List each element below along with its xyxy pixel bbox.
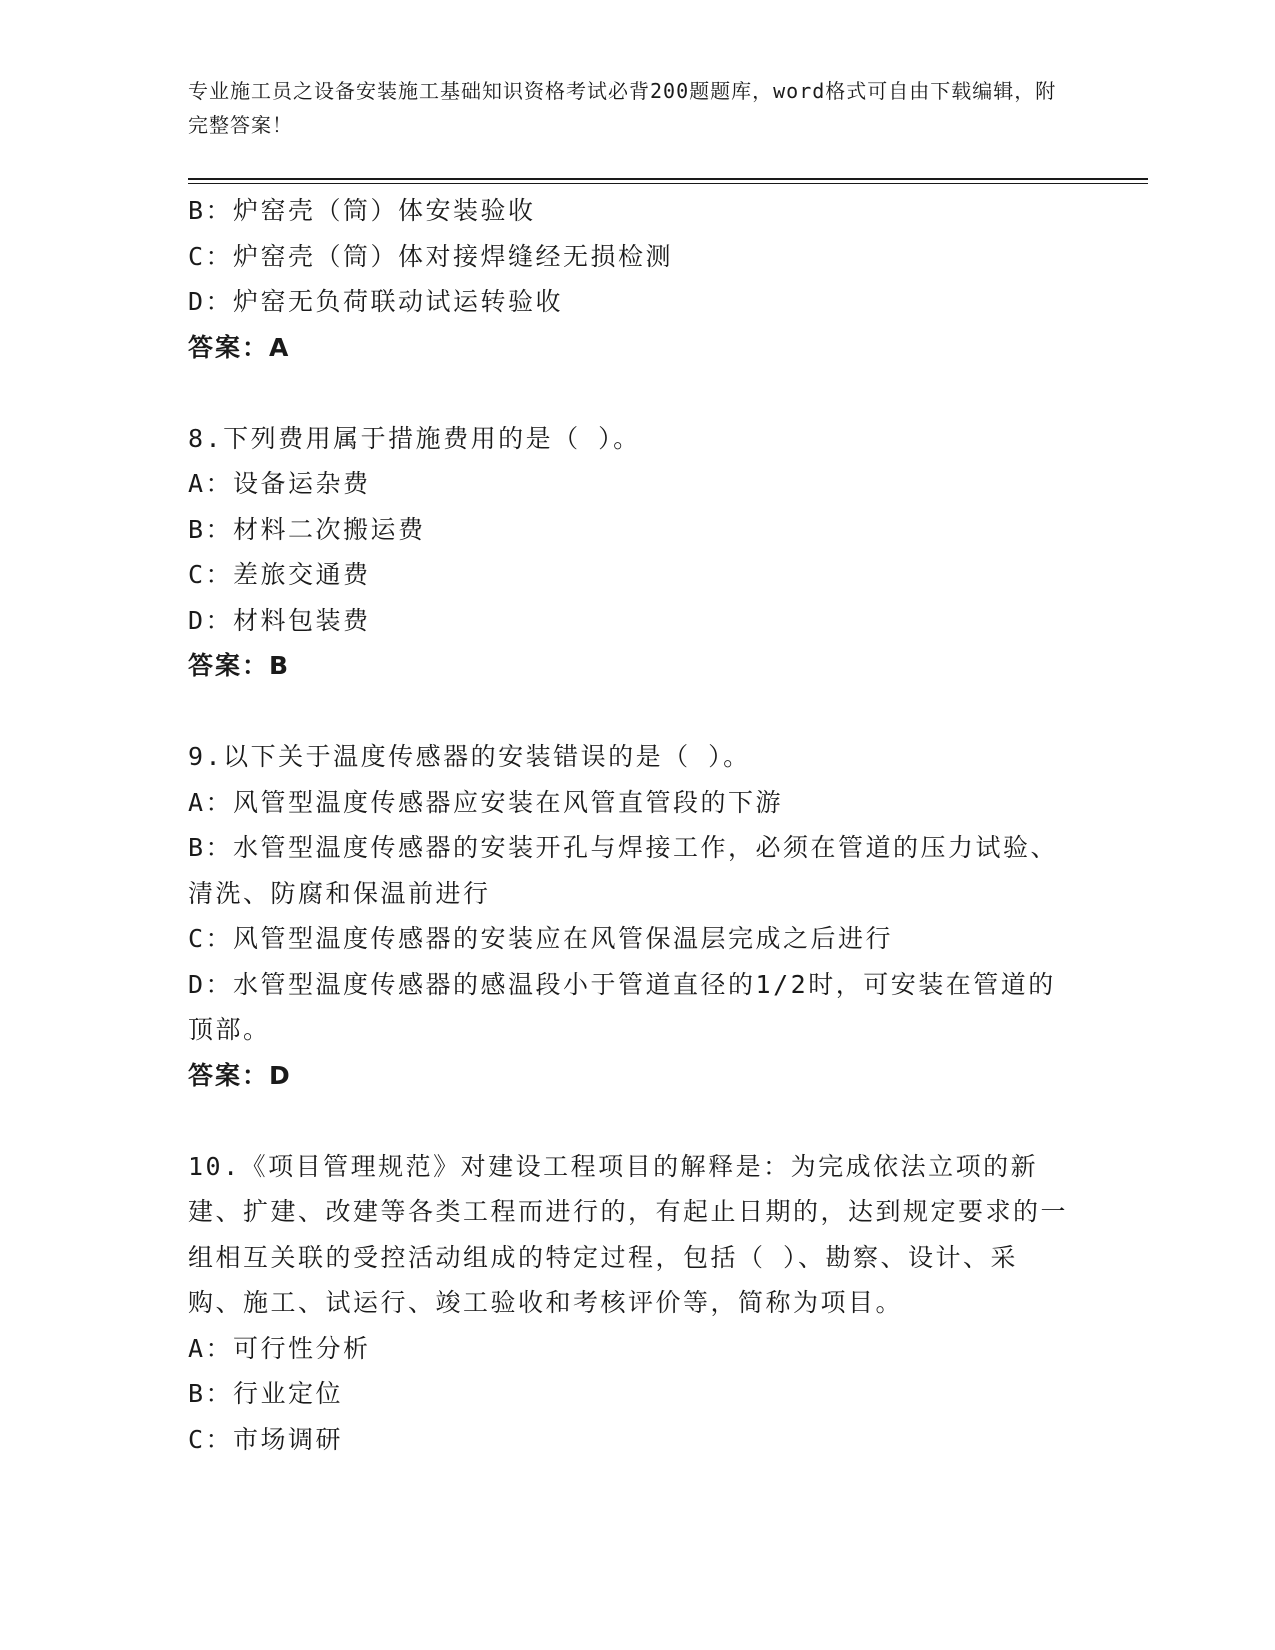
option-b: B：材料二次搬运费 [188, 514, 426, 544]
option-c: C：市场调研 [188, 1424, 344, 1454]
option-a: A：风管型温度传感器应安装在风管直管段的下游 [188, 787, 784, 817]
question-text: 10.《项目管理规范》对建设工程项目的解释是：为完成依法立项的新建、扩建、改建等各类工程而进行的，有起止日期的，达到规定要求的一组相互关联的受控活动组成的特定过程，包括（ ）、勘察、设计、采购、施工、试运行、竣工验收和考核评价等，简称为项目。 [188, 1151, 1069, 1317]
question-9 [188, 734, 1068, 1098]
header-divider-thick [188, 178, 1148, 180]
option-a: A：可行性分析 [188, 1333, 371, 1363]
option-a: A：设备运杂费 [188, 469, 371, 498]
question-7-tail [188, 188, 1068, 370]
option-c: C：风管型温度传感器的安装应在风管保温层完成之后进行 [188, 924, 894, 953]
option-d: D：材料包装费 [188, 605, 371, 635]
option-b: B：炉窑壳（筒）体安装验收 [188, 196, 536, 225]
document-header: 专业施工员之设备安装施工基础知识资格考试必背200题题库，word格式可自由下载编辑，附完整答案！ [188, 79, 1057, 137]
question-10 [188, 1144, 1068, 1463]
option-c: C：差旅交通费 [188, 560, 371, 589]
option-d: D：炉窑无负荷联动试运转验收 [188, 287, 564, 316]
question-8 [188, 416, 1068, 689]
answer: 答案：D [188, 1060, 292, 1090]
option-b: B：水管型温度传感器的安装开孔与焊接工作，必须在管道的压力试验、清洗、防腐和保温前进行 [188, 833, 1059, 908]
answer: 答案：B [188, 651, 291, 680]
option-b: B：行业定位 [188, 1379, 344, 1408]
header-divider-thin [188, 183, 1148, 184]
option-c: C：炉窑壳（筒）体对接焊缝经无损检测 [188, 241, 674, 271]
question-list [188, 188, 1068, 1462]
option-d: D：水管型温度传感器的感温段小于管道直径的1/2时，可安装在管道的顶部。 [188, 969, 1056, 1044]
question-text: 9.以下关于温度传感器的安装错误的是（ ）。 [188, 742, 751, 771]
answer: 答案：A [188, 332, 291, 362]
question-text: 8.下列费用属于措施费用的是（ ）。 [188, 423, 641, 453]
